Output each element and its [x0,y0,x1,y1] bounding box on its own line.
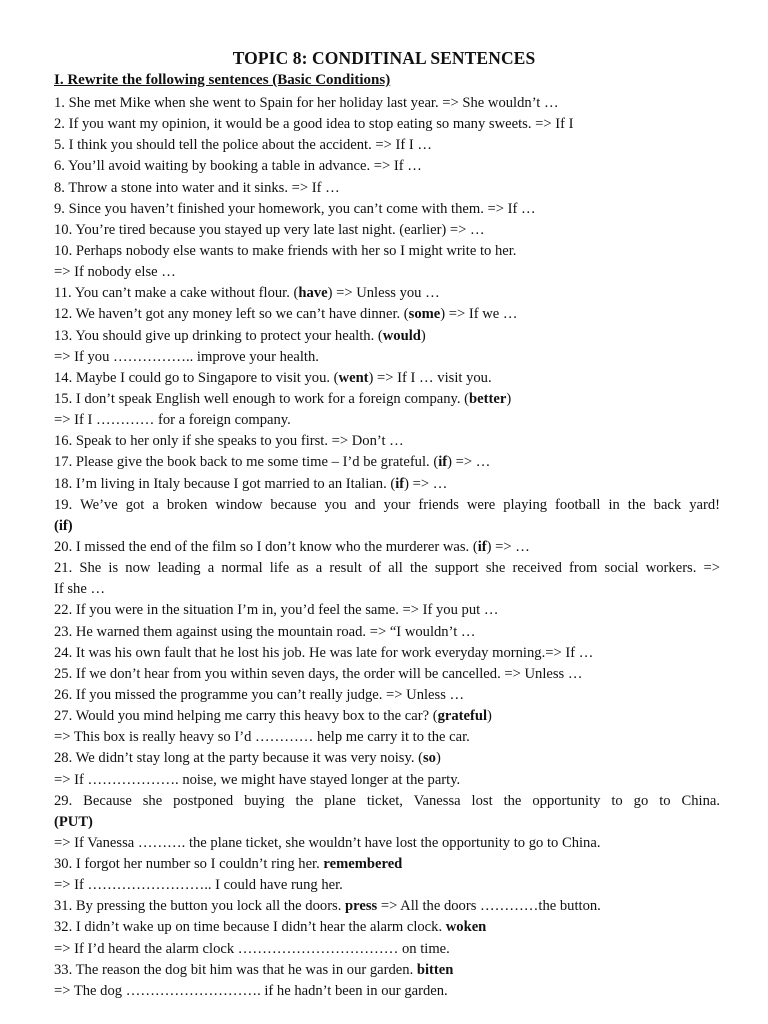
keyword-hint: went [338,369,369,386]
exercise-line [54,452,720,473]
line-text: => All the doors …………the button. [377,898,601,915]
line-text: ) [487,708,492,725]
exercise-line [54,114,720,135]
line-text: 9. Since you haven’t finished your homework, you can’t come with them. => If … [54,200,536,217]
exercise-line [54,410,720,431]
exercise-line [54,770,720,791]
exercise-line [54,220,720,241]
exercise-line [54,812,720,833]
keyword-hint: if [477,538,487,555]
exercise-line [54,791,720,812]
keyword-hint: (if) [54,517,73,534]
exercise-line [54,939,720,960]
exercise-line [54,685,720,706]
line-text: => If I’d heard the alarm clock …………………………… on time. [54,940,450,957]
exercise-line [54,516,720,537]
exercise-line [54,93,720,114]
line-text: 8. Throw a stone into water and it sinks. => If … [54,179,340,196]
exercise-line [54,389,720,410]
line-text: 28. We didn’t stay long at the party because it was very noisy. ( [54,750,423,767]
page-title: TOPIC 8: CONDITINAL SENTENCES [232,48,536,68]
exercise-line [54,368,720,389]
exercise-line [54,156,720,177]
exercise-line [54,833,720,854]
line-text: ) => If I … visit you. [368,369,492,386]
line-text: 16. Speak to her only if she speaks to you first. => Don’t … [54,433,404,450]
exercise-line [54,600,720,621]
line-text: 18. I’m living in Italy because I got married to an Italian. ( [54,475,396,492]
line-text: 2. If you want my opinion, it would be a good idea to stop eating so many sweets. => If I [54,116,574,133]
line-text: 12. We haven’t got any money left so we can’t have dinner. ( [54,306,409,323]
keyword-hint: better [469,390,507,407]
line-text: => If Vanessa ………. the plane ticket, she wouldn’t have lost the opportunity to go to China. [54,834,601,851]
line-text: ) [420,327,426,344]
exercise-list [54,93,720,1002]
line-text: ) => If we … [440,306,518,323]
line-text: => If …………………….. I could have rung her. [54,877,343,894]
keyword-hint: would [382,327,421,344]
line-text: 31. By pressing the button you lock all the doors. [54,898,346,915]
keyword-hint: if [395,475,405,492]
exercise-line [54,706,720,727]
exercise-line [54,896,720,917]
exercise-line [54,748,720,769]
line-text: 26. If you missed the programme you can’t really judge. => Unless … [54,686,465,703]
exercise-line [54,178,720,199]
exercise-line [54,622,720,643]
keyword-hint: so [423,750,436,767]
line-text: 15. I don’t speak English well enough to work for a foreign company. ( [54,390,470,407]
exercise-line [54,875,720,896]
line-text: 6. You’ll avoid waiting by booking a table in advance. => If … [54,158,422,175]
exercise-line [54,283,720,304]
line-text: 11. You can’t make a cake without flour. ( [54,285,299,302]
exercise-line [54,727,720,748]
line-text: 30. I forgot her number so I couldn’t ring her. [54,856,324,873]
exercise-line [54,135,720,156]
keyword-hint: bitten [416,961,454,978]
exercise-line [54,643,720,664]
exercise-line [54,241,720,262]
exercise-line [54,960,720,981]
line-text: 21. She is now leading a normal life as a result of all the support she received from social workers. => [54,560,720,577]
line-text: 17. Please give the book back to me some time – I’d be grateful. ( [54,454,439,471]
keyword-hint: have [298,285,328,302]
exercise-line [54,474,720,495]
line-text: 23. He warned them against using the mountain road. => “I wouldn’t … [54,623,476,640]
line-text: ) => … [447,454,491,471]
exercise-line [54,537,720,558]
line-text: 32. I didn’t wake up on time because I didn’t hear the alarm clock. [54,919,446,936]
line-text: 13. You should give up drinking to protect your health. ( [54,327,383,344]
line-text: 24. It was his own fault that he lost his job. He was late for work everyday morning.=> If … [54,644,594,661]
line-text: 10. You’re tired because you stayed up very late last night. (earlier) => … [54,221,485,238]
line-text: 27. Would you mind helping me carry this heavy box to the car? ( [54,708,438,725]
line-text: => If I ………… for a foreign company. [54,412,291,429]
keyword-hint: (PUT) [54,813,93,830]
exercise-line [54,579,720,600]
exercise-line [54,917,720,938]
line-text: => The dog ………………………. if he hadn’t been in our garden. [54,982,448,999]
line-text: ) [435,750,441,767]
line-text: 22. If you were in the situation I’m in, you’d feel the same. => If you put … [54,602,499,619]
exercise-line [54,347,720,368]
line-text: 14. Maybe I could go to Singapore to visit you. ( [54,369,339,386]
keyword-hint: grateful [437,708,488,725]
line-text: => This box is really heavy so I’d ………… help me carry it to the car. [54,729,470,746]
line-text: 19. We’ve got a broken window because you and your friends were playing football in the back yard! [54,496,720,513]
line-text: => If ………………. noise, we might have stayed longer at the party. [54,771,461,788]
section-heading: I. Rewrite the following sentences (Basic Conditions) [54,72,391,88]
exercise-line [54,495,720,516]
exercise-line [54,664,720,685]
line-text: 20. I missed the end of the film so I don’t know who the murderer was. ( [54,538,478,555]
line-text: 33. The reason the dog bit him was that he was in our garden. [54,961,417,978]
line-text: 1. She met Mike when she went to Spain for her holiday last year. => She wouldn’t … [54,95,559,111]
line-text: => If nobody else … [54,264,176,281]
exercise-line [54,326,720,347]
line-text: ) => … [404,475,448,492]
exercise-line [54,854,720,875]
line-text: 29. Because she postponed buying the plane ticket, Vanessa lost the opportunity to go to China. [54,792,720,809]
line-text: 25. If we don’t hear from you within seven days, the order will be cancelled. => Unless … [54,665,583,682]
exercise-line [54,199,720,220]
exercise-line [54,558,720,579]
keyword-hint: remembered [323,856,403,873]
exercise-line [54,262,720,283]
line-text: => If you …………….. improve your health. [54,348,319,365]
exercise-line [54,304,720,325]
line-text: ) [506,390,512,407]
line-text: 5. I think you should tell the police about the accident. => If I … [54,137,432,154]
keyword-hint: some [408,306,441,323]
line-text: 10. Perhaps nobody else wants to make friends with her so I might write to her. [54,242,517,259]
keyword-hint: press [345,898,378,915]
keyword-hint: if [438,454,448,471]
keyword-hint: woken [445,919,487,936]
line-text: If she … [54,581,106,598]
exercise-line [54,431,720,452]
exercise-line [54,981,720,1002]
line-text: ) => … [486,538,530,555]
line-text: ) => Unless you … [327,285,440,302]
